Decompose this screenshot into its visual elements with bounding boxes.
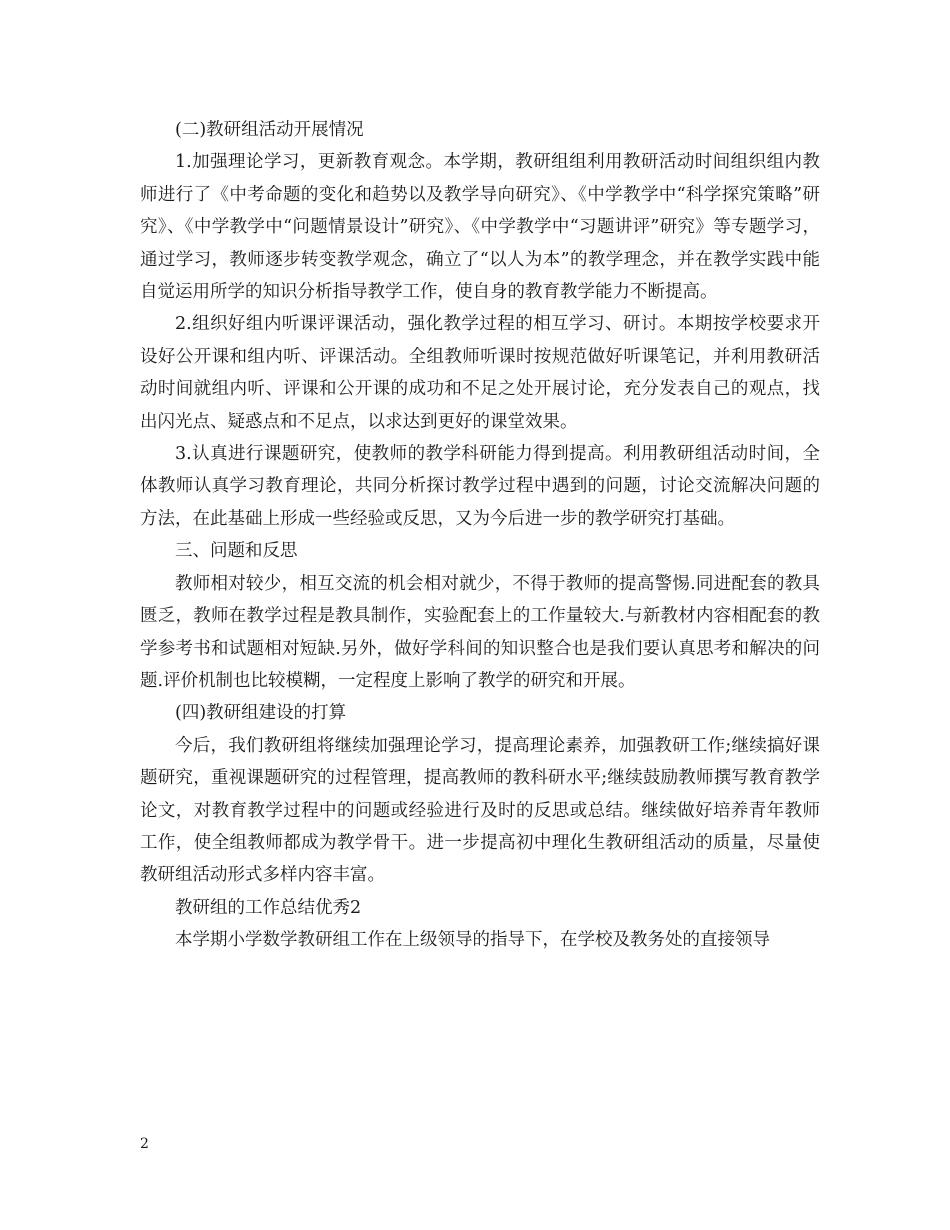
- section-heading-plans: (四)教研组建设的打算: [175, 703, 347, 724]
- paragraph-summary-2-intro: 本学期小学数学教研组工作在上级领导的指导下，在学校及教务处的直接领导: [175, 930, 770, 951]
- section-heading-problems: 三、问题和反思: [175, 541, 298, 562]
- paragraph-topic-research: 3.认真进行课题研究，使教师的教学科研能力得到提高。利用教研组活动时间，全体教师认真学习教育理论，共同分析探讨教学过程中遇到的问题，讨论交流解决问题的方法，在此基础上形成一些经验或反思，又为今后进一步的教学研究打基础。: [140, 444, 820, 529]
- page-number: 2: [140, 1136, 149, 1152]
- section-heading-summary-2: 教研组的工作总结优秀2: [175, 897, 362, 918]
- paragraph-lesson-observation: 2.组织好组内听课评课活动，强化教学过程的相互学习、研讨。本期按学校要求开设好公开课和组内听、评课活动。全组教师听课时按规范做好听课笔记，并利用教研活动时间就组内听、评课和公开课的成功和不足之处开展讨论，充分发表自己的观点，找出闪光点、疑惑点和不足点，以求达到更好的课堂效果。: [140, 314, 820, 432]
- paragraph-theory-study: 1.加强理论学习，更新教育观念。本学期，教研组组利用教研活动时间组织组内教师进行了《中考命题的变化和趋势以及教学导向研究》、《中学教学中“科学探究策略”研究》、《中学教学中“问题情景设计”研究》、《中学教学中“习题讲评”研究》等专题学习，通过学习，教师逐步转变教学观念，确立了“以人为本”的教学理念，并在教学实践中能自觉运用所学的知识分析指导教学工作，使自身的教育教学能力不断提高。: [140, 152, 820, 303]
- paragraph-plans: 今后，我们教研组将继续加强理论学习，提高理论素养，加强教研工作;继续搞好课题研究，重视课题研究的过程管理，提高教师的教科研水平;继续鼓励教师撰写教育教学论文，对教育教学过程中的问题或经验进行及时的反思或总结。继续做好培养青年教师工作，使全组教师都成为教学骨干。进一步提高初中理化生教研组活动的质量，尽量使教研组活动形式多样内容丰富。: [140, 735, 820, 886]
- document-body: [140, 114, 820, 957]
- paragraph-problems: 教师相对较少，相互交流的机会相对就少，不得于教师的提高警惕.同进配套的教具匮乏，教师在教学过程是教具制作，实验配套上的工作量较大.与新教材内容相配套的教学参考书和试题相对短缺.另外，做好学科间的知识整合也是我们要认真思考和解决的问题.评价机制也比较模糊，一定程度上影响了教学的研究和开展。: [140, 573, 820, 691]
- section-heading-activities: (二)教研组活动开展情况: [175, 120, 364, 140]
